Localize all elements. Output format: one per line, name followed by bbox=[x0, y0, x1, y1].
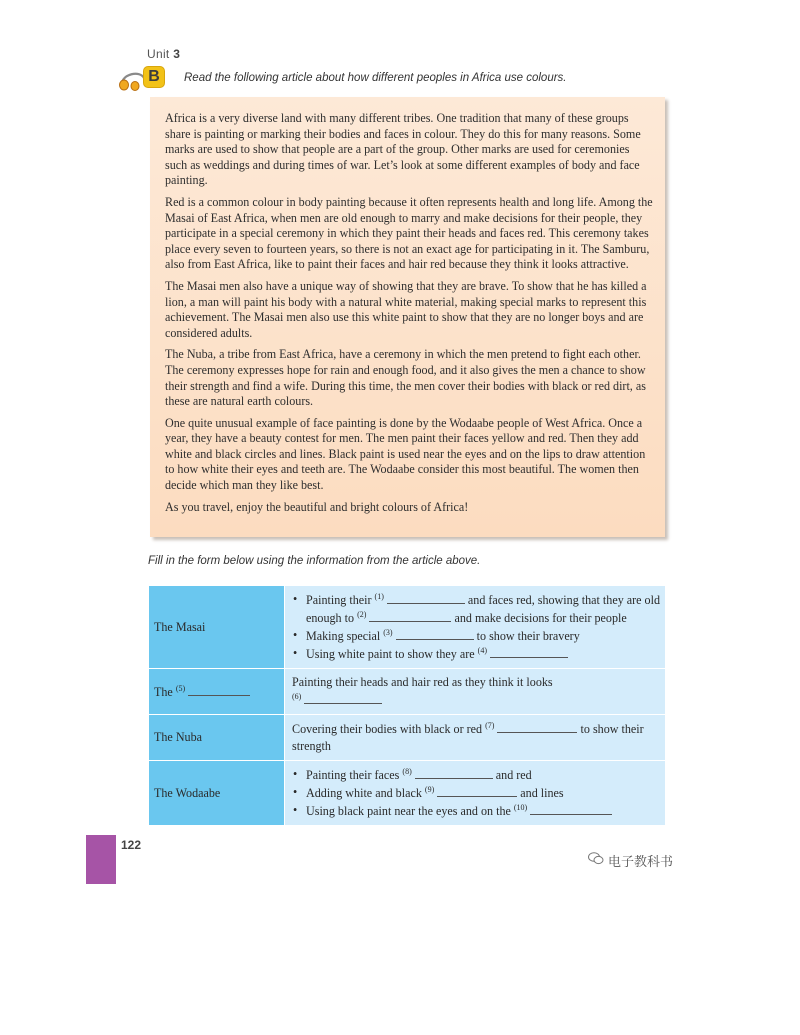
blank-7[interactable] bbox=[497, 720, 577, 733]
row-content bbox=[285, 761, 666, 826]
unit-label bbox=[147, 47, 180, 61]
blank-number: (7) bbox=[485, 720, 495, 730]
form-row-samburu bbox=[149, 669, 666, 715]
row-label: The Nuba bbox=[149, 715, 285, 761]
article-box bbox=[150, 97, 665, 537]
item-text: and make decisions for their people bbox=[454, 611, 627, 625]
bullet-list bbox=[292, 591, 661, 663]
bullet-list bbox=[292, 766, 661, 820]
row-label: The Wodaabe bbox=[149, 761, 285, 826]
item-text: Using white paint to show they are bbox=[306, 647, 475, 661]
blank-number: (6) bbox=[292, 691, 302, 701]
item-text: and red bbox=[495, 768, 532, 782]
list-item bbox=[306, 645, 661, 663]
article-paragraph: The Masai men also have a unique way of showing that they are brave. To show that he has killed a lion, a man will paint his body with a natural white material, making special marks to represent this achievement. The Masai men also use this white paint to show that they are no longer boys and are considered adults. bbox=[165, 278, 647, 340]
blank-10[interactable] bbox=[530, 802, 612, 815]
form-row-masai bbox=[149, 586, 666, 669]
blank-number: (9) bbox=[424, 784, 435, 794]
item-text: to show their bravery bbox=[476, 629, 580, 643]
reading-instruction: Read the following article about how different peoples in Africa use colours. bbox=[184, 72, 567, 84]
list-item bbox=[306, 627, 661, 645]
article-paragraph: The Nuba, a tribe from East Africa, have a ceremony in which the men pretend to fight each other. The ceremony expresses hope for rain and enough food, and it also gives the men a chance to show their strength and find a wife. During this time, the men cover their bodies with black or red dirt, as these are natural earth colours. bbox=[165, 347, 646, 409]
fill-in-form bbox=[148, 585, 666, 826]
item-text: Making special bbox=[306, 629, 381, 643]
form-row-nuba bbox=[149, 715, 666, 761]
list-item bbox=[306, 766, 661, 784]
item-text: Painting their bbox=[306, 593, 372, 607]
list-item bbox=[306, 591, 661, 627]
article-paragraph: Africa is a very diverse land with many different tribes. One tradition that many of these groups share is painting or marking their bodies and faces in colour. They do this for many reasons. Some marks are used to show that people are a part of the group. Other marks are used for ceremonies such as weddings and during times of war. Let’s look at some different examples of body and face painting. bbox=[165, 111, 641, 188]
unit-number: 3 bbox=[173, 47, 181, 61]
row-label: The Masai bbox=[149, 586, 285, 669]
section-badge: B bbox=[143, 66, 165, 88]
blank-5[interactable] bbox=[188, 683, 250, 696]
blank-number: (5) bbox=[175, 683, 186, 693]
item-text: to show their strength bbox=[292, 722, 644, 753]
page-color-tab bbox=[86, 835, 116, 884]
blank-8[interactable] bbox=[415, 766, 493, 779]
page-number: 122 bbox=[121, 838, 142, 852]
row-content bbox=[285, 715, 666, 761]
label-text: The bbox=[154, 684, 173, 699]
blank-number: (4) bbox=[477, 645, 487, 655]
row-label bbox=[149, 669, 285, 715]
watermark-text: 电子教科书 bbox=[608, 855, 674, 870]
item-text: Using black paint near the eyes and on the bbox=[306, 804, 511, 818]
blank-9[interactable] bbox=[437, 784, 517, 797]
blank-number: (2) bbox=[357, 609, 367, 619]
blank-6[interactable] bbox=[304, 691, 382, 704]
blank-number: (1) bbox=[374, 591, 384, 601]
blank-1[interactable] bbox=[387, 591, 465, 604]
form-instruction: Fill in the form below using the information from the article above. bbox=[148, 555, 481, 567]
item-text: Adding white and black bbox=[306, 786, 422, 800]
blank-number: (10) bbox=[513, 802, 528, 812]
blank-4[interactable] bbox=[490, 645, 568, 658]
blank-3[interactable] bbox=[396, 627, 474, 640]
unit-word: Unit bbox=[147, 47, 170, 61]
list-item bbox=[306, 802, 661, 820]
item-text: and lines bbox=[520, 786, 564, 800]
article-paragraph: One quite unusual example of face painting is done by the Wodaabe people of West Africa. Once a year, they have a beauty contest for men. The men paint their faces yellow and red. Then they add white and black circles and lines. Black paint is used near the eyes and on the lips to draw attention to how white their eyes and teeth are. The Wodaabe consider this most beautiful. The women then decide which man they like best. bbox=[165, 415, 646, 493]
item-text: Covering their bodies with black or red bbox=[292, 722, 483, 736]
wechat-icon bbox=[588, 852, 604, 865]
article-paragraph: As you travel, enjoy the beautiful and bright colours of Africa! bbox=[165, 499, 469, 514]
list-item bbox=[306, 784, 661, 802]
form-row-wodaabe bbox=[149, 761, 666, 826]
article-paragraph: Red is a common colour in body painting because it often represents health and long life. Among the Masai of East Africa, when men are old enough to marry and make decisions for their people, they participate in a special ceremony in which they paint their heads and faces red. This ceremony takes place every seven to fourteen years, so there is not an exact age for participating in it. The Samburu, also from East Africa, like to paint their faces and hair red because they think it looks attractive. bbox=[165, 194, 653, 272]
blank-number: (8) bbox=[402, 766, 412, 776]
blank-number: (3) bbox=[383, 627, 393, 637]
item-text: Painting their heads and hair red as they think it looks bbox=[292, 675, 553, 689]
blank-2[interactable] bbox=[369, 609, 451, 622]
item-text: and faces red, showing that they are old enough to bbox=[306, 593, 661, 625]
row-content bbox=[285, 586, 666, 669]
row-content bbox=[285, 669, 666, 715]
item-text: Painting their faces bbox=[306, 768, 400, 782]
